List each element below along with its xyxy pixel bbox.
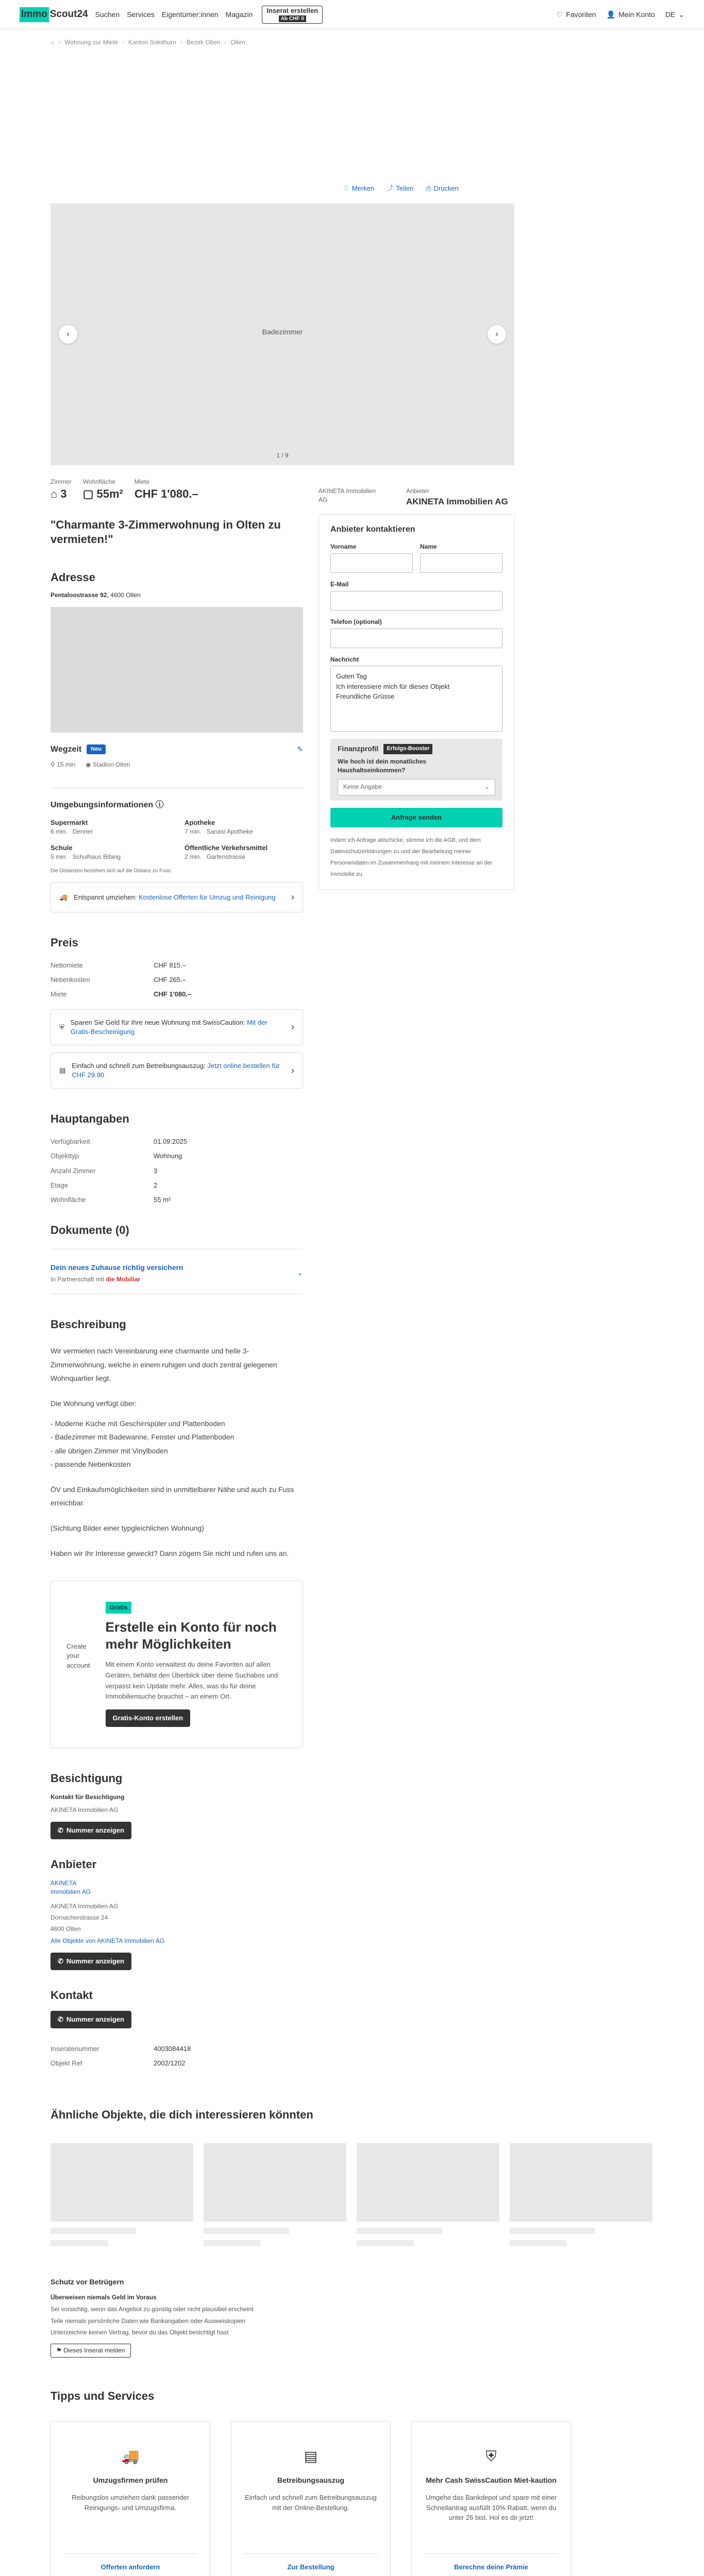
email-input[interactable] <box>330 591 502 611</box>
similar-listings <box>51 2143 653 2246</box>
chevron-right-icon: › <box>495 329 498 338</box>
fraud-protection: Schutz vor Betrügern Überweisen niemals Geld im Voraus Sei vorsichtig, wenn das Angebot zu günstig oder nicht plausibel erscheint Teile niemals persönliche Daten wie Bankangaben oder Ausweiskopien Unterzeichne keinen Vertrag, bevor du das Objekt besichtigt hast ⚑ Dieses Inserat melden <box>51 2277 653 2358</box>
service-link[interactable]: Offerten anfordern <box>51 2563 210 2572</box>
breadcrumb-item[interactable]: Wohnung zur Miete <box>64 38 119 46</box>
amenity-item: Apotheke 7 min. Sanasi Apotheke <box>185 819 253 836</box>
chevron-right-icon: › <box>291 1022 294 1032</box>
first-name-input[interactable] <box>330 553 413 573</box>
nav-owners[interactable]: Eigentümer:innen <box>161 10 219 19</box>
create-account-button[interactable]: Gratis-Konto erstellen <box>106 1709 191 1727</box>
chevron-right-icon: › <box>291 892 294 903</box>
address-text: Pentaloostrasse 92, 4600 Olten <box>51 591 141 599</box>
language-selector[interactable]: DE ⌄ <box>665 10 684 20</box>
swisscaution-card[interactable]: ⛨ Sparen Sie Geld für Ihre neue Wohnung mit SwissCaution: Mit der Gratis-Bescheinigung › <box>51 1009 303 1045</box>
similar-listing-card[interactable] <box>204 2143 346 2246</box>
rooms-icon: ⌂ <box>51 487 58 500</box>
truck-icon: 🚚 <box>121 2448 140 2464</box>
amenity-item: Schule 5 min. Schulhaus Bifang <box>51 844 121 861</box>
rent-fact: Miete CHF 1'080.– <box>134 478 198 500</box>
area-fact: Wohnfläche ▢ 55m² <box>83 478 123 502</box>
commute-detail: ⚲ 15 min ◉ Stadion Olten <box>51 760 130 768</box>
home-icon[interactable]: ⌂ <box>51 38 55 46</box>
listing-title: "Charmante 3-Zimmerwohnung in Olten zu vermieten!" <box>51 518 281 546</box>
gallery-next-button[interactable] <box>488 325 506 344</box>
register-promo: Create your account Gratis Erstelle ein Konto für noch mehr Möglichkeiten Mit einem Konto verwaltest du deine Favoriten auf allen Geräten, behältst den Überblick über deine Suchabos und verpasst kein Update mehr. Alles, was du für deine Immobiliensuche brauchst – an einem Ort. Gratis-Konto erstellen <box>51 1581 303 1748</box>
services-grid <box>51 2421 653 2576</box>
surroundings-note: Die Distanzen beziehen sich auf die Distanz zu Fuss. <box>51 868 172 874</box>
breadcrumb-item[interactable]: Kanton Solothurn <box>128 38 176 46</box>
breadcrumb-item[interactable]: Olten <box>230 38 245 46</box>
pin-icon: ◉ <box>86 760 91 768</box>
service-link[interactable]: Berechne deine Prämie <box>412 2563 571 2572</box>
heart-icon: ♡ <box>343 184 349 192</box>
breadcrumb-item[interactable]: Bezirk Olten <box>186 38 221 46</box>
booster-badge: Erfolgs-Booster <box>383 744 432 754</box>
show-number-button[interactable]: ✆ Nummer anzeigen <box>51 1953 131 1970</box>
gallery-counter: 1 / 9 <box>276 452 289 460</box>
share-button[interactable]: ⤴ Teilen <box>387 184 413 193</box>
service-card: ▤ Betreibungsauszug Einfach und schnell zum Betreibungsauszug mit der Online-Bestellung. Zur Bestellung <box>231 2421 391 2576</box>
provider-link[interactable]: AKINETA <box>51 1879 77 1887</box>
breadcrumb: ⌂ › Wohnung zur Miete › Kanton Solothurn › Bezirk Olten › Olten <box>51 38 245 46</box>
gallery-prev-button[interactable] <box>59 325 77 344</box>
nav-services[interactable]: Services <box>127 10 155 19</box>
service-card: ⛨ Mehr Cash SwissCaution Miet-kaution Umgehe das Bankdepot und spare mit einer Schnellantrag ausfüllt 10% Rabatt, wenn du unter 26 bist. Hol es dir jetzt! Berechne deine Prämie <box>411 2421 571 2576</box>
debt-extract-card[interactable]: ▤ Einfach und schnell zum Betreibungsauszug: Jetzt online bestellen für CHF 29.90 › <box>51 1053 303 1089</box>
free-badge: Gratis <box>106 1602 132 1614</box>
chevron-left-icon: ‹ <box>66 329 70 338</box>
document-icon: ▤ <box>304 2448 318 2464</box>
provider-heading: Anbieter <box>51 1858 97 1871</box>
map[interactable] <box>51 607 303 733</box>
show-number-button[interactable]: ✆ Nummer anzeigen <box>51 2011 131 2028</box>
walk-icon: ⚲ <box>51 760 55 768</box>
service-card: 🚚 Umzugsfirmen prüfen Reibungslos umziehen dank passender Reinigungs- und Umzugsfirma. Offerten anfordern <box>51 2421 210 2576</box>
chevron-down-icon: ⌄ <box>678 10 684 19</box>
print-button[interactable]: ⎙ Drucken <box>426 184 459 193</box>
description-p3: ÖV und Einkaufsmöglichkeiten sind in unmittelbarer Nähe und auch zu Fuss erreichbar. <box>51 1485 294 1507</box>
service-link[interactable]: Zur Bestellung <box>231 2563 390 2572</box>
remember-button[interactable]: ♡ Merken <box>343 184 374 193</box>
address-heading: Adresse <box>51 570 95 584</box>
legal-note: Indem ich Anfrage abschicke, stimme ich die AGB, und dem Datenschutzerklärungen zu und der Bearbeitung meiner Personendaten im Zusammenhang mit meinem Interesse an der Immobilie zu. <box>330 837 493 877</box>
main-info-table: Verfügbarkeit 01.09.2025 Objekttyp Wohnung Anzahl Zimmer 3 Etage 2 Wohnfläche 55 m² <box>51 1138 188 1204</box>
heart-icon: ♡ <box>556 10 563 19</box>
nav-magazine[interactable]: Magazin <box>225 10 253 19</box>
amenity-item: Supermarkt 6 min. Denner <box>51 819 93 836</box>
new-badge: Neu <box>87 744 106 754</box>
commute-row: Wegzeit Neu ✎ <box>51 744 303 754</box>
similar-listing-card[interactable] <box>510 2143 652 2246</box>
reference-table: Inseratenummer 4003084418 Objekt Ref 2002/1202 <box>51 2045 191 2067</box>
show-number-button[interactable]: ✆ Nummer anzeigen <box>51 1822 131 1839</box>
description-p1: Wir vermieten nach Vereinbarung eine charmante und helle 3-Zimmerwohnung, welche in einem ruhigen und doch zentral gelegenen Wohnquartier liegt. <box>51 1347 277 1383</box>
user-icon: 👤 <box>606 10 615 19</box>
contact-heading: Kontakt <box>51 1989 93 2002</box>
flag-icon: ⚑ <box>56 2347 62 2354</box>
moving-offers-card[interactable]: 🚚 Entspannt umziehen: Kostenlose Offerten für Umzug und Reinigung › <box>51 882 303 912</box>
agency-strip: AKINETA Immobilien AG Anbieter AKINETA Immobilien AG <box>319 487 508 506</box>
main-nav <box>95 10 253 20</box>
description-p2: Die Wohnung verfügt über: <box>51 1399 137 1408</box>
price-heading: Preis <box>51 936 78 950</box>
phone-input[interactable] <box>330 629 502 648</box>
listing-actions <box>51 55 653 204</box>
favorites-link[interactable]: ♡ Favoriten <box>557 10 596 20</box>
share-icon: ⤴ <box>387 184 394 192</box>
finance-profile: Finanzprofil Erfolgs-Booster Wie hoch ist dein monatliches Haushaltseinkommen? Keine Angabe ⌄ <box>330 739 502 800</box>
send-request-button[interactable]: Anfrage senden <box>330 808 502 827</box>
rooms-fact: Zimmer ⌂ 3 <box>51 478 72 502</box>
provider-address: AKINETA Immobilien AG Dornacherstrasse 24 4600 Olten <box>51 1903 119 1933</box>
info-icon[interactable]: ⓘ <box>155 800 164 809</box>
documents-heading: Dokumente (0) <box>51 1224 129 1237</box>
description-heading: Beschreibung <box>51 1318 126 1331</box>
key-facts <box>51 478 303 502</box>
chevron-down-icon: ⌄ <box>484 783 490 791</box>
report-listing-button[interactable]: ⚑ Dieses Inserat melden <box>51 2344 131 2358</box>
shield-icon: ⛨ <box>59 1023 64 1031</box>
account-link[interactable]: 👤 Mein Konto <box>607 10 655 20</box>
phone-icon: ✆ <box>58 1957 63 1965</box>
income-select[interactable]: Keine Angabe ⌄ <box>338 779 495 795</box>
printer-icon: ⎙ <box>426 184 431 192</box>
amenity-item: Öffentliche Verkehrsmittel 2 min. Gartenstrasse <box>185 844 268 861</box>
create-listing-button[interactable]: Inserat erstellen Ab CHF 0 <box>262 6 323 24</box>
insurance-banner[interactable]: Dein neues Zuhause richtig versichern In Partnerschaft mit die Mobiliar ⌄ <box>51 1263 303 1283</box>
immoscout-logo[interactable]: Immo Scout24 <box>20 7 88 22</box>
chevron-down-icon: ⌄ <box>297 1268 303 1277</box>
description-list: - Moderne Küche mit Geschirrspüler und Plattenboden - Badezimmer mit Badewanne, Fenster und Plattenboden - alle übrigen Zimmer mit Vinylboden - passende Nebenkosten <box>51 1419 234 1469</box>
description-p5: Haben wir Ihr Interesse geweckt? Dann zögern Sie nicht und rufen uns an. <box>51 1549 289 1557</box>
truck-icon: 🚚 <box>59 893 68 901</box>
document-icon: ▤ <box>59 1066 66 1075</box>
gallery-caption: Badezimmer <box>262 328 303 336</box>
contact-form: Anbieter kontaktieren Vorname Name E-Mail Telefon (optional) Nachricht Guten Tag Ich interessiere mich für dieses Objekt Freundliche Grüsse Finanzprofil Erfolgs-Booster Wie hoch ist dein monatliches Haushaltseinkommen? Keine Angabe ⌄ Anfrage senden Indem ich Anfrage abschicke, stimme ich die AGB, und dem Datenschutzerklärungen zu und der Bearbeitung meiner Personendaten im Zusammenhang mit meinem Interesse an der Immobilie zu. <box>319 514 514 890</box>
description-p4: (Sichtung Bilder einer typgleichlichen Wohnung) <box>51 1524 204 1533</box>
price-table: Nettomiete CHF 815.– Nebenkosten CHF 265.– Miete CHF 1'080.– <box>51 961 192 998</box>
top-header <box>0 0 704 29</box>
chevron-right-icon: › <box>291 1065 294 1076</box>
surroundings-heading: Umgebungsinformationen ⓘ <box>51 800 164 809</box>
viewing-heading: Besichtigung <box>51 1772 123 1785</box>
mobiliar-logo: die Mobiliar <box>106 1275 141 1283</box>
services-heading: Tipps und Services <box>51 2389 155 2402</box>
last-name-input[interactable] <box>420 553 502 573</box>
similar-listing-card[interactable] <box>357 2143 499 2246</box>
phone-icon: ✆ <box>58 2015 63 2023</box>
area-icon: ▢ <box>82 487 94 500</box>
similar-heading: Ähnliche Objekte, die dich interessieren könnten <box>51 2108 313 2121</box>
surroundings-grid <box>51 818 303 861</box>
nav-search[interactable]: Suchen <box>95 10 120 19</box>
all-listings-link[interactable]: Alle Objekte von AKINETA Immobilien AG <box>51 1937 165 1945</box>
image-gallery[interactable] <box>51 204 514 465</box>
main-info-heading: Hauptangaben <box>51 1112 129 1126</box>
message-textarea[interactable]: Guten Tag Ich interessiere mich für dieses Objekt Freundliche Grüsse <box>330 666 502 732</box>
shield-icon: ⛨ <box>485 2448 497 2464</box>
similar-listing-card[interactable] <box>51 2143 193 2246</box>
phone-icon: ✆ <box>58 1826 63 1834</box>
edit-icon[interactable]: ✎ <box>297 744 303 753</box>
